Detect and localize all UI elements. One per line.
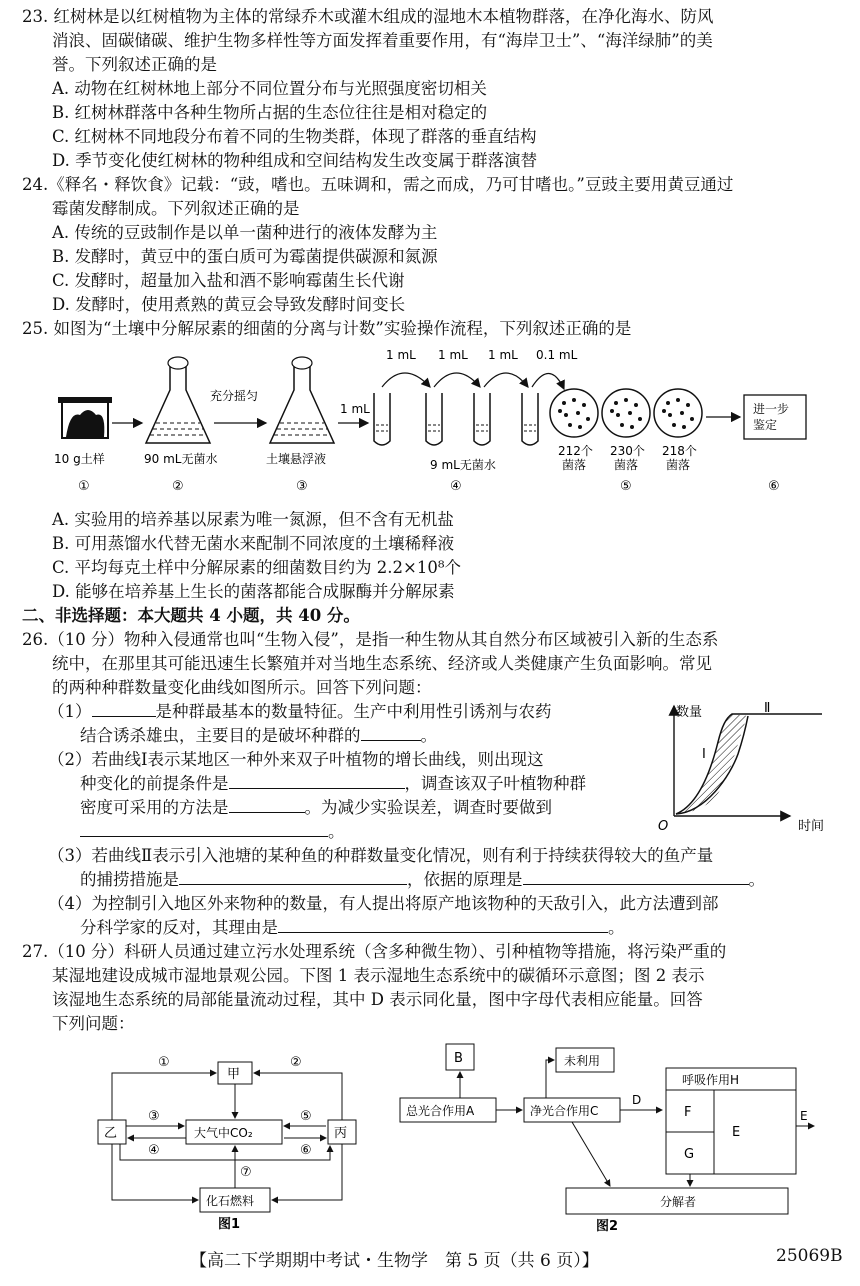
tube-volume-3: 1 mL — [488, 348, 518, 362]
q23-stem-line1: 23. 红树林是以红树植物为主体的常绿乔木或灌木组成的湿地木本植物群落，在净化海水、防风 — [22, 7, 714, 26]
fig2-caption: 图2 — [596, 1219, 619, 1232]
arrow-7: ⑦ — [240, 1165, 252, 1180]
tube-volume-2: 1 mL — [438, 348, 468, 362]
shake-label: 充分摇匀 — [210, 389, 259, 403]
q26-part3-line1: （3）若曲线Ⅱ表示引入池塘的某种鱼的种群数量变化情况，则有利于持续获得较大的鱼产量 — [48, 846, 714, 865]
plate1-count: 212个 — [558, 444, 593, 458]
page-footer: 【高二下学期期中考试・生物学 第 5 页（共 6 页）】 — [190, 1251, 599, 1271]
q24-option-a: A. 传统的豆豉制作是以单一菌种进行的液体发酵为主 — [52, 223, 438, 242]
q23-stem-line3: 誉。下列叙述正确的是 — [52, 55, 217, 74]
answer-blank[interactable] — [361, 725, 421, 741]
node-bing-label: 丙 — [334, 1126, 348, 1141]
q24-option-d: D. 发酵时，使用煮熟的黄豆会导致发酵时间变长 — [52, 295, 406, 314]
step-3: ③ — [296, 479, 308, 494]
step-2: ② — [172, 479, 184, 494]
energy-flow-figure — [396, 1038, 816, 1232]
flask-sterile-water-icon — [146, 357, 210, 443]
flask-soil-suspension-icon — [270, 357, 334, 443]
answer-blank[interactable] — [229, 773, 405, 789]
graph-y-label: 数量 — [676, 705, 703, 720]
transfer-label: 1 mL — [340, 402, 370, 416]
q27-stem-line1: 27.（10 分）科研人员通过建立污水处理系统（含多种微生物）、引种植物等措施，将污染严重的 — [22, 942, 727, 961]
q26-part3-line2: 的捕捞措施是 ，依据的原理是 。 — [80, 870, 765, 889]
fig1-caption: 图1 — [218, 1217, 241, 1230]
q23-stem-line2: 消浪、固碳储碳、维护生物多样性等方面发挥着重要作用，有“海岸卫士”、“海洋绿肺”的美 — [52, 31, 713, 50]
tube-volume-4: 0.1 mL — [536, 348, 578, 362]
step-1: ① — [78, 479, 90, 494]
carbon-cycle-figure — [90, 1040, 380, 1230]
petri-plates-icon — [550, 389, 702, 437]
step-5: ⑤ — [620, 479, 632, 494]
q25-stem: 25. 如图为“土壤中分解尿素的细菌的分离与计数”实验操作流程，下列叙述正确的是 — [22, 319, 632, 338]
plate3-count: 218个 — [662, 444, 697, 458]
graph-x-label: 时间 — [798, 819, 825, 832]
arrow-d-label: D — [632, 1093, 642, 1107]
q24-option-b: B. 发酵时，黄豆中的蛋白质可为霉菌提供碳源和氮源 — [52, 247, 438, 266]
final-box-line1: 进一步 — [753, 402, 790, 416]
box-unused-label: 未利用 — [564, 1054, 601, 1068]
q26-part1-line2: 结合诱杀雄虫，主要目的是破坏种群的 。 — [80, 726, 437, 745]
q26-stem-line1: 26.（10 分）物种入侵通常也叫“生物入侵”，是指一种生物从其自然分布区域被引入新的生态系 — [22, 630, 719, 649]
tube-volume-1: 1 mL — [386, 348, 416, 362]
graph-curve-1-label: Ⅰ — [702, 747, 706, 762]
graph-curve-2-label: Ⅱ — [764, 701, 771, 716]
q24-stem-line2: 霉菌发酵制成。下列叙述正确的是 — [52, 199, 300, 218]
answer-blank[interactable] — [80, 821, 328, 837]
cell-f: F — [684, 1105, 692, 1120]
box-gross-label: 总光合作用A — [406, 1104, 475, 1118]
arrow-2: ② — [290, 1055, 302, 1070]
paper-code: 25069B — [776, 1246, 843, 1266]
step-4: ④ — [450, 479, 462, 494]
node-jia-label: 甲 — [227, 1067, 241, 1082]
population-growth-graph — [652, 696, 852, 832]
arrow-1: ① — [158, 1055, 170, 1070]
answer-blank[interactable] — [92, 701, 156, 717]
q25-option-c: C. 平均每克土样中分解尿素的细菌数目约为 2.2×10⁸个 — [52, 558, 461, 577]
node-fuel-label: 化石燃料 — [206, 1194, 255, 1208]
soil-container-icon — [58, 397, 112, 438]
q27-stem-line3: 该湿地生态系统的局部能量流动过程，其中 D 表示同化量，图中字母代表相应能量。回答 — [52, 990, 703, 1009]
soil-label: 10 g土样 — [54, 452, 105, 466]
plate3-unit: 菌落 — [666, 458, 691, 472]
q25-option-b: B. 可用蒸馏水代替无菌水来配制不同浓度的土壤稀释液 — [52, 534, 455, 553]
box-net-label: 净光合作用C — [530, 1104, 599, 1118]
test-tubes-icon — [374, 373, 564, 445]
q26-part4-line1: （4）为控制引入地区外来物种的数量，有人提出将原产地该物种的天敌引入，此方法遭到部 — [48, 894, 719, 913]
node-yi-label: 乙 — [104, 1126, 118, 1141]
q25-option-d: D. 能够在培养基上生长的菌落都能合成脲酶并分解尿素 — [52, 582, 455, 601]
arrow-4: ④ — [148, 1143, 160, 1158]
q23-option-d: D. 季节变化使红树林的物种组成和空间结构发生改变属于群落演替 — [52, 151, 538, 170]
q24-stem-line1: 24.《释名・释饮食》记载：“豉，嗜也。五味调和，需之而成，乃可甘嗜也。”豆豉主要用黄豆通过 — [22, 175, 734, 194]
answer-blank[interactable] — [523, 869, 749, 885]
q27-stem-line4: 下列问题： — [52, 1014, 135, 1033]
q26-part2-line1: （2）若曲线Ⅰ表示某地区一种外来双子叶植物的增长曲线，则出现这 — [48, 750, 544, 769]
q27-stem-line2: 某湿地建设成城市湿地景观公园。下图 1 表示湿地生态系统中的碳循环示意图；图 2 表示 — [52, 966, 705, 985]
box-decomposers-label: 分解者 — [660, 1195, 697, 1209]
q25-option-a: A. 实验用的培养基以尿素为唯一氮源，但不含有无机盐 — [52, 510, 454, 529]
q26-part1-line1: （1） 是种群最基本的数量特征。生产中利用性引诱剂与农药 — [48, 702, 552, 721]
q26-stem-line3: 的两种种群数量变化曲线如图所示。回答下列问题： — [52, 678, 432, 697]
arrow-3: ③ — [148, 1109, 160, 1124]
step-6: ⑥ — [768, 479, 780, 494]
q26-part4-line2: 分科学家的反对，其理由是 。 — [80, 918, 625, 937]
arrow-e-label: E — [800, 1109, 808, 1123]
q25-flow-figure — [50, 345, 820, 500]
q23-option-c: C. 红树林不同地段分布着不同的生物类群，体现了群落的垂直结构 — [52, 127, 537, 146]
q26-part2-line3: 密度可采用的方法是 。为减少实验误差，调查时要做到 — [80, 798, 552, 817]
arrow-6: ⑥ — [300, 1143, 312, 1158]
plate1-unit: 菌落 — [562, 458, 587, 472]
plate2-count: 230个 — [610, 444, 645, 458]
q23-option-a: A. 动物在红树林地上部分不同位置分布与光照强度密切相关 — [52, 79, 487, 98]
graph-origin: O — [658, 819, 669, 832]
answer-blank[interactable] — [278, 917, 608, 933]
flask2-label: 土壤悬浮液 — [266, 452, 327, 466]
box-respiration-label: 呼吸作用H — [682, 1073, 740, 1087]
cell-g: G — [684, 1147, 695, 1162]
node-co2-label: 大气中CO₂ — [194, 1126, 253, 1140]
q26-stem-line2: 统中，在那里其可能迅速生长繁殖并对当地生态系统、经济或人类健康产生负面影响。常见 — [52, 654, 712, 673]
arrow-5: ⑤ — [300, 1109, 312, 1124]
q24-option-c: C. 发酵时，超量加入盐和酒不影响霉菌生长代谢 — [52, 271, 405, 290]
answer-blank[interactable] — [179, 869, 407, 885]
q23-option-b: B. 红树林群落中各种生物所占据的生态位往往是相对稳定的 — [52, 103, 488, 122]
section-2-heading: 二、非选择题：本大题共 4 小题，共 40 分。 — [22, 606, 360, 625]
final-box-line2: 鉴定 — [753, 418, 778, 432]
q26-part2-line4: 。 — [80, 820, 345, 844]
tubes-label: 9 mL无菌水 — [430, 458, 496, 472]
box-b-label: B — [454, 1051, 463, 1066]
q26-part2-line2: 种变化的前提条件是 ，调查该双子叶植物种群 — [80, 774, 586, 793]
flask1-label: 90 mL无菌水 — [144, 452, 218, 466]
cell-e: E — [732, 1125, 741, 1140]
plate2-unit: 菌落 — [614, 458, 639, 472]
answer-blank[interactable] — [229, 797, 305, 813]
